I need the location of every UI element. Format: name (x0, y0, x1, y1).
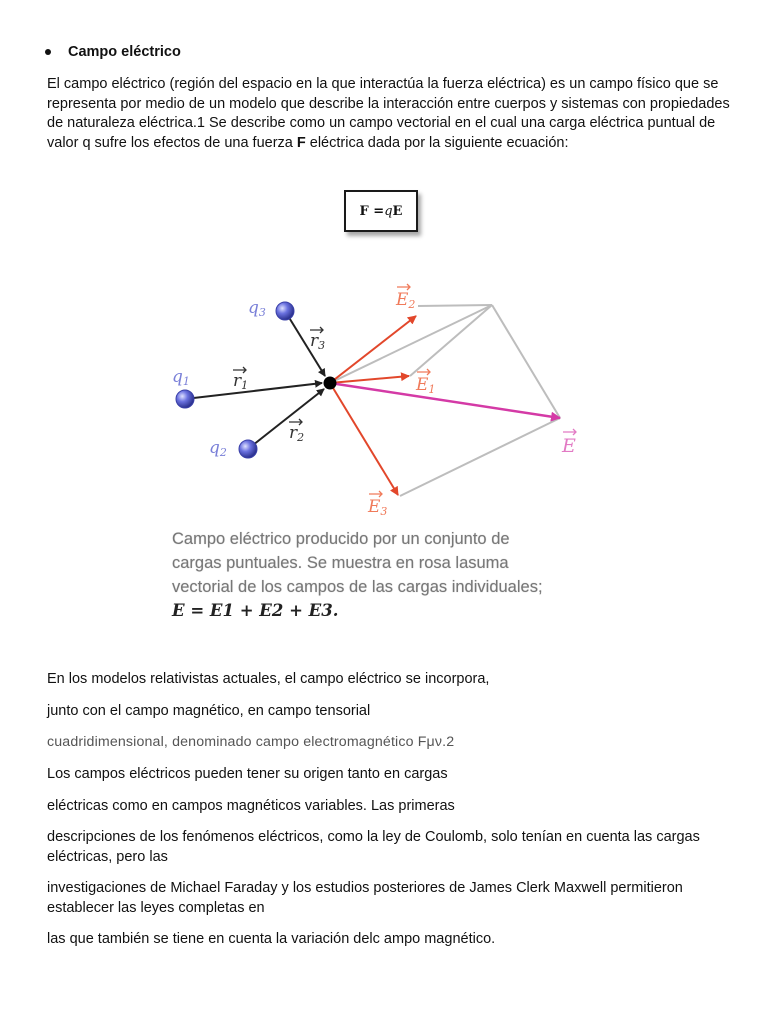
intro-text-end: eléctrica dada por la siguiente ecuación: (305, 134, 569, 151)
paragraph-6: descripciones de los fenómenos eléctricos, como la ley de Coulomb, solo tenían en cuenta las cargas eléctricas, pero las (47, 829, 700, 865)
intro-bold-f: F (296, 134, 306, 151)
label-q3: q3 (248, 298, 266, 319)
label-r1: r1 (233, 371, 249, 392)
charge-q2 (239, 440, 257, 458)
r1-vector (185, 383, 322, 399)
paragraph-4: Los campos eléctricos pueden tener su origen tanto en cargas (47, 766, 448, 782)
label-e3: E3 (368, 497, 388, 518)
equation-right: E (392, 203, 403, 219)
paragraph-7: investigaciones de Michael Faraday y los estudios posteriores de James Clerk Maxwell permitieron establecer las leyes completas en (47, 880, 683, 916)
caption-line-2: cargas puntuales. Se muestra en rosa lasuma (172, 554, 509, 572)
charge-q1 (176, 390, 194, 408)
label-r2: r2 (289, 423, 305, 444)
paragraph-3: cuadridimensional, denominado campo electromagnético Fμν.2 (47, 734, 455, 750)
resultant-vector (330, 383, 560, 418)
intro-text: El campo eléctrico (región del espacio en la que interactúa la fuerza eléctrica) es un campo físico que se representa por medio de un modelo que describe la interacción entre cuerpos y sistemas con propiedades de naturaleza eléctrica.1 Se describe como un campo vectorial en el cual una carga eléctrica puntual de valor q sufre los efectos de una fuerza (47, 76, 730, 151)
caption-line-1: Campo eléctrico producido por un conjunto de (172, 530, 510, 548)
charge-q3 (276, 302, 294, 320)
r2-vector (248, 389, 324, 449)
label-r3: r3 (310, 331, 326, 352)
heading-text: Campo eléctrico (68, 44, 181, 60)
paragraph-2: junto con el campo magnético, en campo tensorial (47, 703, 371, 719)
figure-caption (172, 527, 612, 623)
equation-q: q (384, 203, 393, 219)
caption-line-3: vectorial de los campos de las cargas individuales; (172, 578, 543, 596)
paragraph-8: las que también se tiene en cuenta la variación delc ampo magnético. (47, 931, 496, 947)
equation-left: F = (359, 203, 385, 219)
label-e1: E1 (416, 375, 436, 396)
caption-formula: E = E1 + E2 + E3. (172, 601, 339, 620)
label-e: E (562, 435, 576, 457)
paragraph-1: En los modelos relativistas actuales, el campo eléctrico se incorpora, (47, 671, 490, 687)
label-q2: q2 (209, 438, 227, 459)
label-q1: q1 (172, 367, 190, 388)
label-e2: E2 (396, 290, 416, 311)
field-point (324, 377, 337, 390)
paragraph-5: eléctricas como en campos magnéticos variables. Las primeras (47, 798, 455, 814)
e3-vector (330, 383, 398, 495)
e2-vector (330, 316, 416, 383)
